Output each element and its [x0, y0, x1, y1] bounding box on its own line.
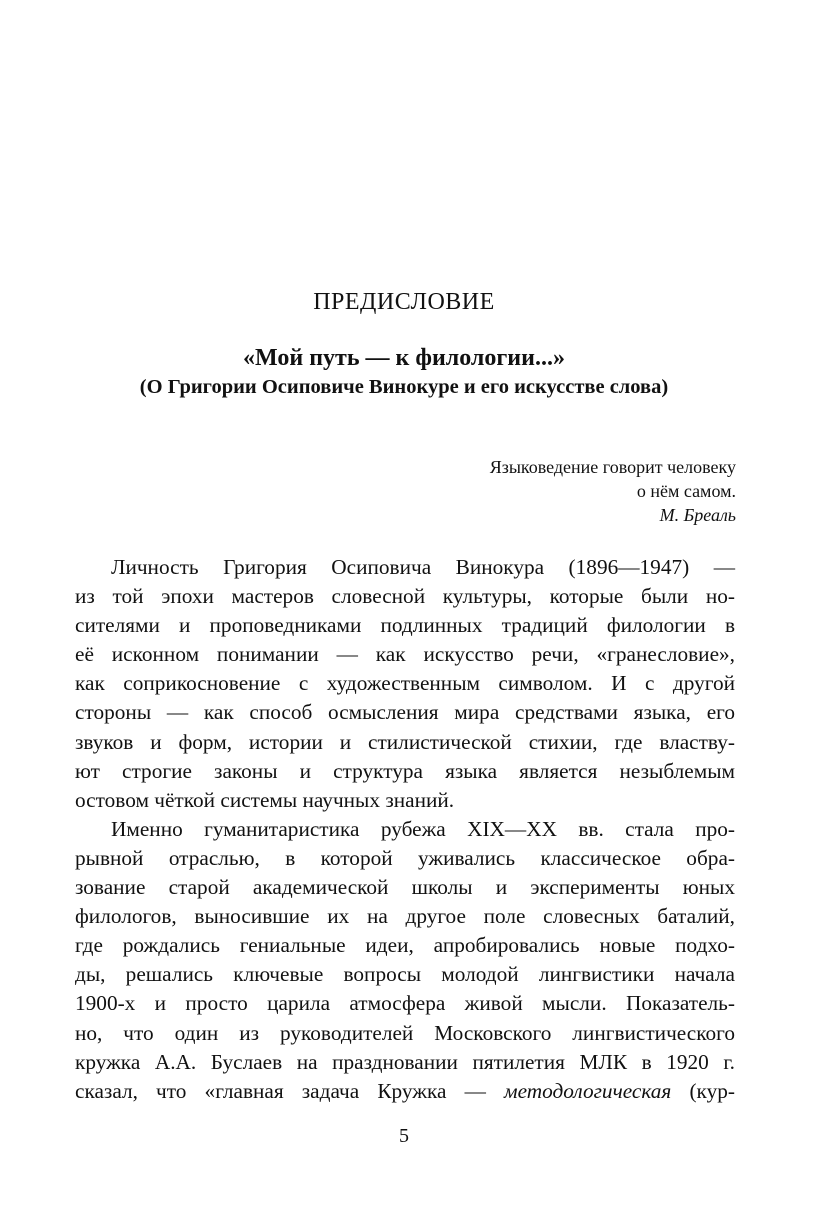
- body-text: [75, 553, 735, 1106]
- epigraph: [316, 455, 736, 527]
- text-line: ды, решались ключевые вопросы молодой лингвистики начала: [75, 962, 735, 987]
- text-line: [75, 1077, 735, 1106]
- text-segment: (кур-: [671, 1078, 735, 1103]
- text-line: рывной отраслью, в которой уживались классическое обра-: [75, 845, 735, 870]
- text-line: Именно гуманитаристика рубежа XIX—XX вв. стала про-: [111, 816, 735, 841]
- text-line: ют строгие законы и структура языка является незыблемым: [75, 758, 735, 783]
- text-line: филологов, выносившие их на другое поле словесных баталий,: [75, 904, 735, 929]
- epigraph-line-1: Языковедение говорит человеку: [489, 457, 736, 477]
- text-line: звуков и форм, истории и стилистической стихии, где властву-: [75, 729, 735, 754]
- chapter-title: «Мой путь — к филологии...»: [243, 345, 565, 371]
- paragraph-2: [75, 815, 735, 1106]
- text-segment: сказал, что «главная задача Кружка —: [75, 1078, 505, 1103]
- epigraph-line-2: о нём самом.: [636, 481, 736, 501]
- paragraph-1: [75, 553, 735, 815]
- chapter-subtitle: (О Григории Осиповиче Винокуре и его искусстве слова): [139, 376, 669, 398]
- text-line: её исконном понимании — как искусство речи, «гранесловие»,: [75, 642, 735, 667]
- text-line: сителями и проповедниками подлинных традиций филологии в: [75, 613, 735, 638]
- text-line: кружка А.А. Буслаев на праздновании пятилетия МЛК в 1920 г.: [75, 1049, 735, 1074]
- text-line: остовом чёткой системы научных знаний.: [75, 787, 455, 812]
- section-title: ПРЕДИСЛОВИЕ: [313, 289, 495, 315]
- text-line: стороны — как способ осмысления мира средствами языка, его: [75, 700, 735, 725]
- epigraph-author: М. Бреаль: [659, 505, 736, 525]
- text-line: но, что один из руководителей Московского лингвистического: [75, 1020, 735, 1045]
- text-line: из той эпохи мастеров словесной культуры, которые были но-: [75, 584, 735, 609]
- text-line: 1900-х и просто царила атмосфера живой мысли. Показатель-: [75, 991, 735, 1016]
- text-line: где рождались гениальные идеи, апробировались новые подхо-: [75, 933, 735, 958]
- text-line: зование старой академической школы и эксперименты юных: [75, 875, 735, 900]
- text-line: Личность Григория Осиповича Винокура (1896—1947) —: [111, 555, 735, 579]
- page-number: 5: [399, 1125, 409, 1147]
- text-line: как соприкосновение с художественным символом. И с другой: [75, 671, 735, 696]
- italic-term: методологическая: [504, 1078, 672, 1103]
